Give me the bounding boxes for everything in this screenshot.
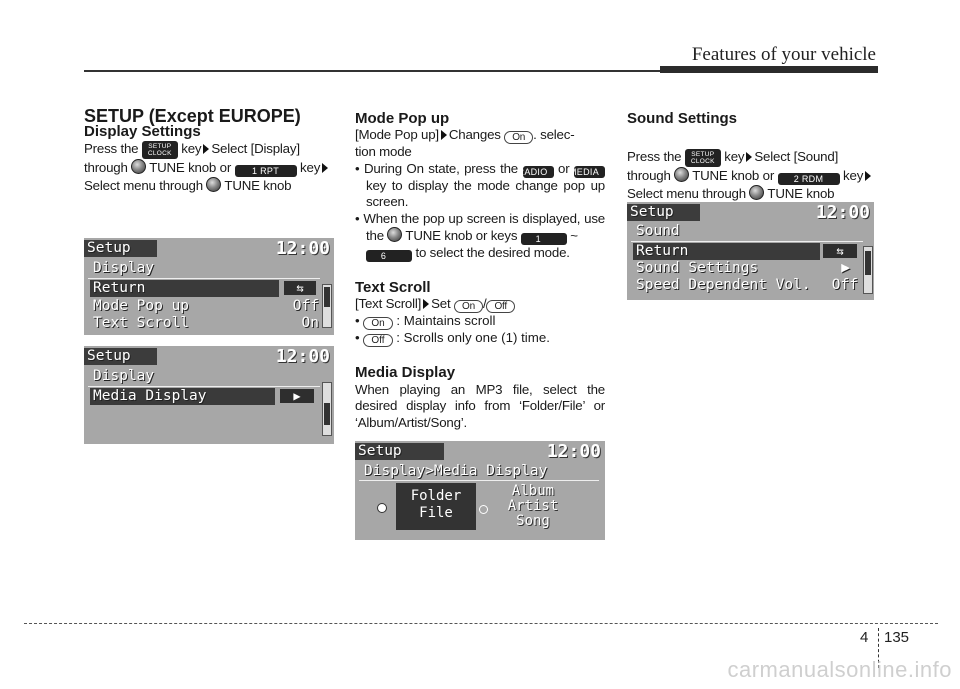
chapter-number: 4 (860, 629, 869, 646)
display-screen-3 (355, 441, 605, 540)
tune-knob-icon (674, 167, 689, 182)
screen-title: Setup (355, 443, 444, 460)
option-album-artist-song[interactable]: Album Artist Song (507, 483, 559, 529)
screen-divider (88, 386, 320, 387)
display-screen-2 (84, 346, 334, 444)
column-setup (84, 108, 334, 194)
rpt-key-icon: 1 RPT (235, 165, 297, 177)
setup-clock-key-icon: SETUP CLOCK (142, 141, 178, 159)
radio-key-icon: RADIO (523, 166, 554, 178)
option-folder-file[interactable]: Folder File (396, 483, 476, 530)
mode-popup-text: [Mode Pop up] Changes On . selec- tion mode (355, 127, 575, 160)
watermark: carmanualsonline.info (727, 657, 952, 682)
section-title: Features of your vehicle (691, 44, 876, 65)
arrow-right-icon: ▶ (280, 389, 314, 403)
screen-subtitle: Display (93, 368, 155, 384)
menu-item-return[interactable]: Return (633, 243, 820, 260)
screen-clock: 12:00 (815, 202, 870, 223)
screen-clock: 12:00 (275, 346, 330, 367)
tune-knob-icon (749, 185, 764, 200)
arrow-right-icon (865, 171, 871, 181)
screen-subtitle: Display>Media Display (364, 463, 548, 479)
column-sound (627, 108, 877, 203)
display-settings-text: Press the SETUP CLOCK key Select [Display] through TUNE knob or 1 RPT key Select menu through TUNE knob (84, 141, 334, 194)
menu-item-text-scroll[interactable]: Text Scroll On (93, 315, 319, 331)
menu-item-sound-settings[interactable]: Sound Settings ▶ (636, 260, 850, 276)
text-scroll-text: [Text Scroll] Set On / Off (355, 296, 605, 313)
text-scroll-on-item: • On : Maintains scroll (355, 313, 496, 330)
display-screen-1 (84, 238, 334, 335)
scrollbar[interactable] (863, 246, 873, 294)
heading-display-settings: Display Settings (84, 123, 201, 141)
column-mode (355, 108, 605, 431)
menu-item-speed-dependent-vol[interactable]: Speed Dependent Vol. Off (636, 277, 858, 293)
menu-item-mode-popup[interactable]: Mode Pop up Off (93, 298, 319, 314)
off-pill: Off (363, 334, 392, 347)
screen-divider (631, 241, 863, 242)
heading-text-scroll: Text Scroll (355, 279, 431, 297)
header-rule (84, 70, 660, 72)
heading-sound-settings: Sound Settings (627, 110, 737, 127)
radio-unselected-icon[interactable] (479, 505, 488, 514)
screen-subtitle: Display (93, 260, 155, 276)
footer-rule (24, 623, 938, 624)
page-number: 135 (884, 629, 910, 646)
on-pill: On (504, 131, 533, 144)
on-pill: On (454, 300, 483, 313)
screen-clock: 12:00 (275, 238, 330, 259)
menu-item-media-display[interactable]: Media Display (90, 388, 275, 405)
key-6-icon: 6 (366, 250, 412, 262)
screen-clock: 12:00 (546, 441, 601, 462)
sound-settings-text: Press the SETUP CLOCK key Select [Sound] through TUNE knob or 2 RDM key Select menu through TUNE knob (627, 149, 877, 202)
display-screen-4 (627, 202, 874, 300)
screen-title: Setup (84, 240, 157, 257)
arrow-right-icon (441, 130, 447, 140)
mode-popup-bullet-2: • When the pop up screen is displayed, use the TUNE knob or keys 1 ~ 6 to select the desired mode. (355, 210, 605, 262)
setup-clock-key-icon: SETUP CLOCK (685, 149, 721, 167)
text-scroll-off-item: • Off : Scrolls only one (1) time. (355, 330, 550, 347)
on-pill: On (363, 317, 392, 330)
menu-item-return[interactable]: Return (90, 280, 279, 297)
return-icon: ⇆ (823, 244, 857, 258)
mode-popup-bullet-1: • During On state, press the RADIO or MEDIA key to display the mode change pop up screen. (355, 160, 605, 210)
screen-subtitle: Sound (636, 223, 680, 239)
media-key-icon: MEDIA (574, 166, 605, 178)
arrow-right-icon (746, 152, 752, 162)
arrow-right-icon (203, 144, 209, 154)
arrow-right-icon (423, 299, 429, 309)
screen-title: Setup (627, 204, 700, 221)
header-bar (660, 66, 878, 73)
screen-divider (88, 278, 320, 279)
heading-setup: SETUP (Except EUROPE) (84, 106, 301, 126)
rdm-key-icon: 2 RDM (778, 173, 840, 185)
screen-title: Setup (84, 348, 157, 365)
scrollbar[interactable] (322, 284, 332, 328)
heading-media-display: Media Display (355, 364, 456, 382)
key-1-icon: 1 (521, 233, 567, 245)
screen-divider (359, 480, 599, 481)
tune-knob-icon (387, 227, 402, 242)
arrow-right-icon (322, 163, 328, 173)
heading-mode-popup: Mode Pop up (355, 110, 450, 127)
scrollbar[interactable] (322, 382, 332, 436)
media-display-text: When playing an MP3 file, select the desired display info from ‘Folder/File’ or ‘Album/Artist/Song’. (355, 381, 605, 430)
tune-knob-icon (131, 159, 146, 174)
tune-knob-icon (206, 177, 221, 192)
return-icon: ⇆ (284, 281, 316, 295)
off-pill: Off (486, 300, 515, 313)
radio-selected-icon[interactable] (377, 503, 387, 513)
